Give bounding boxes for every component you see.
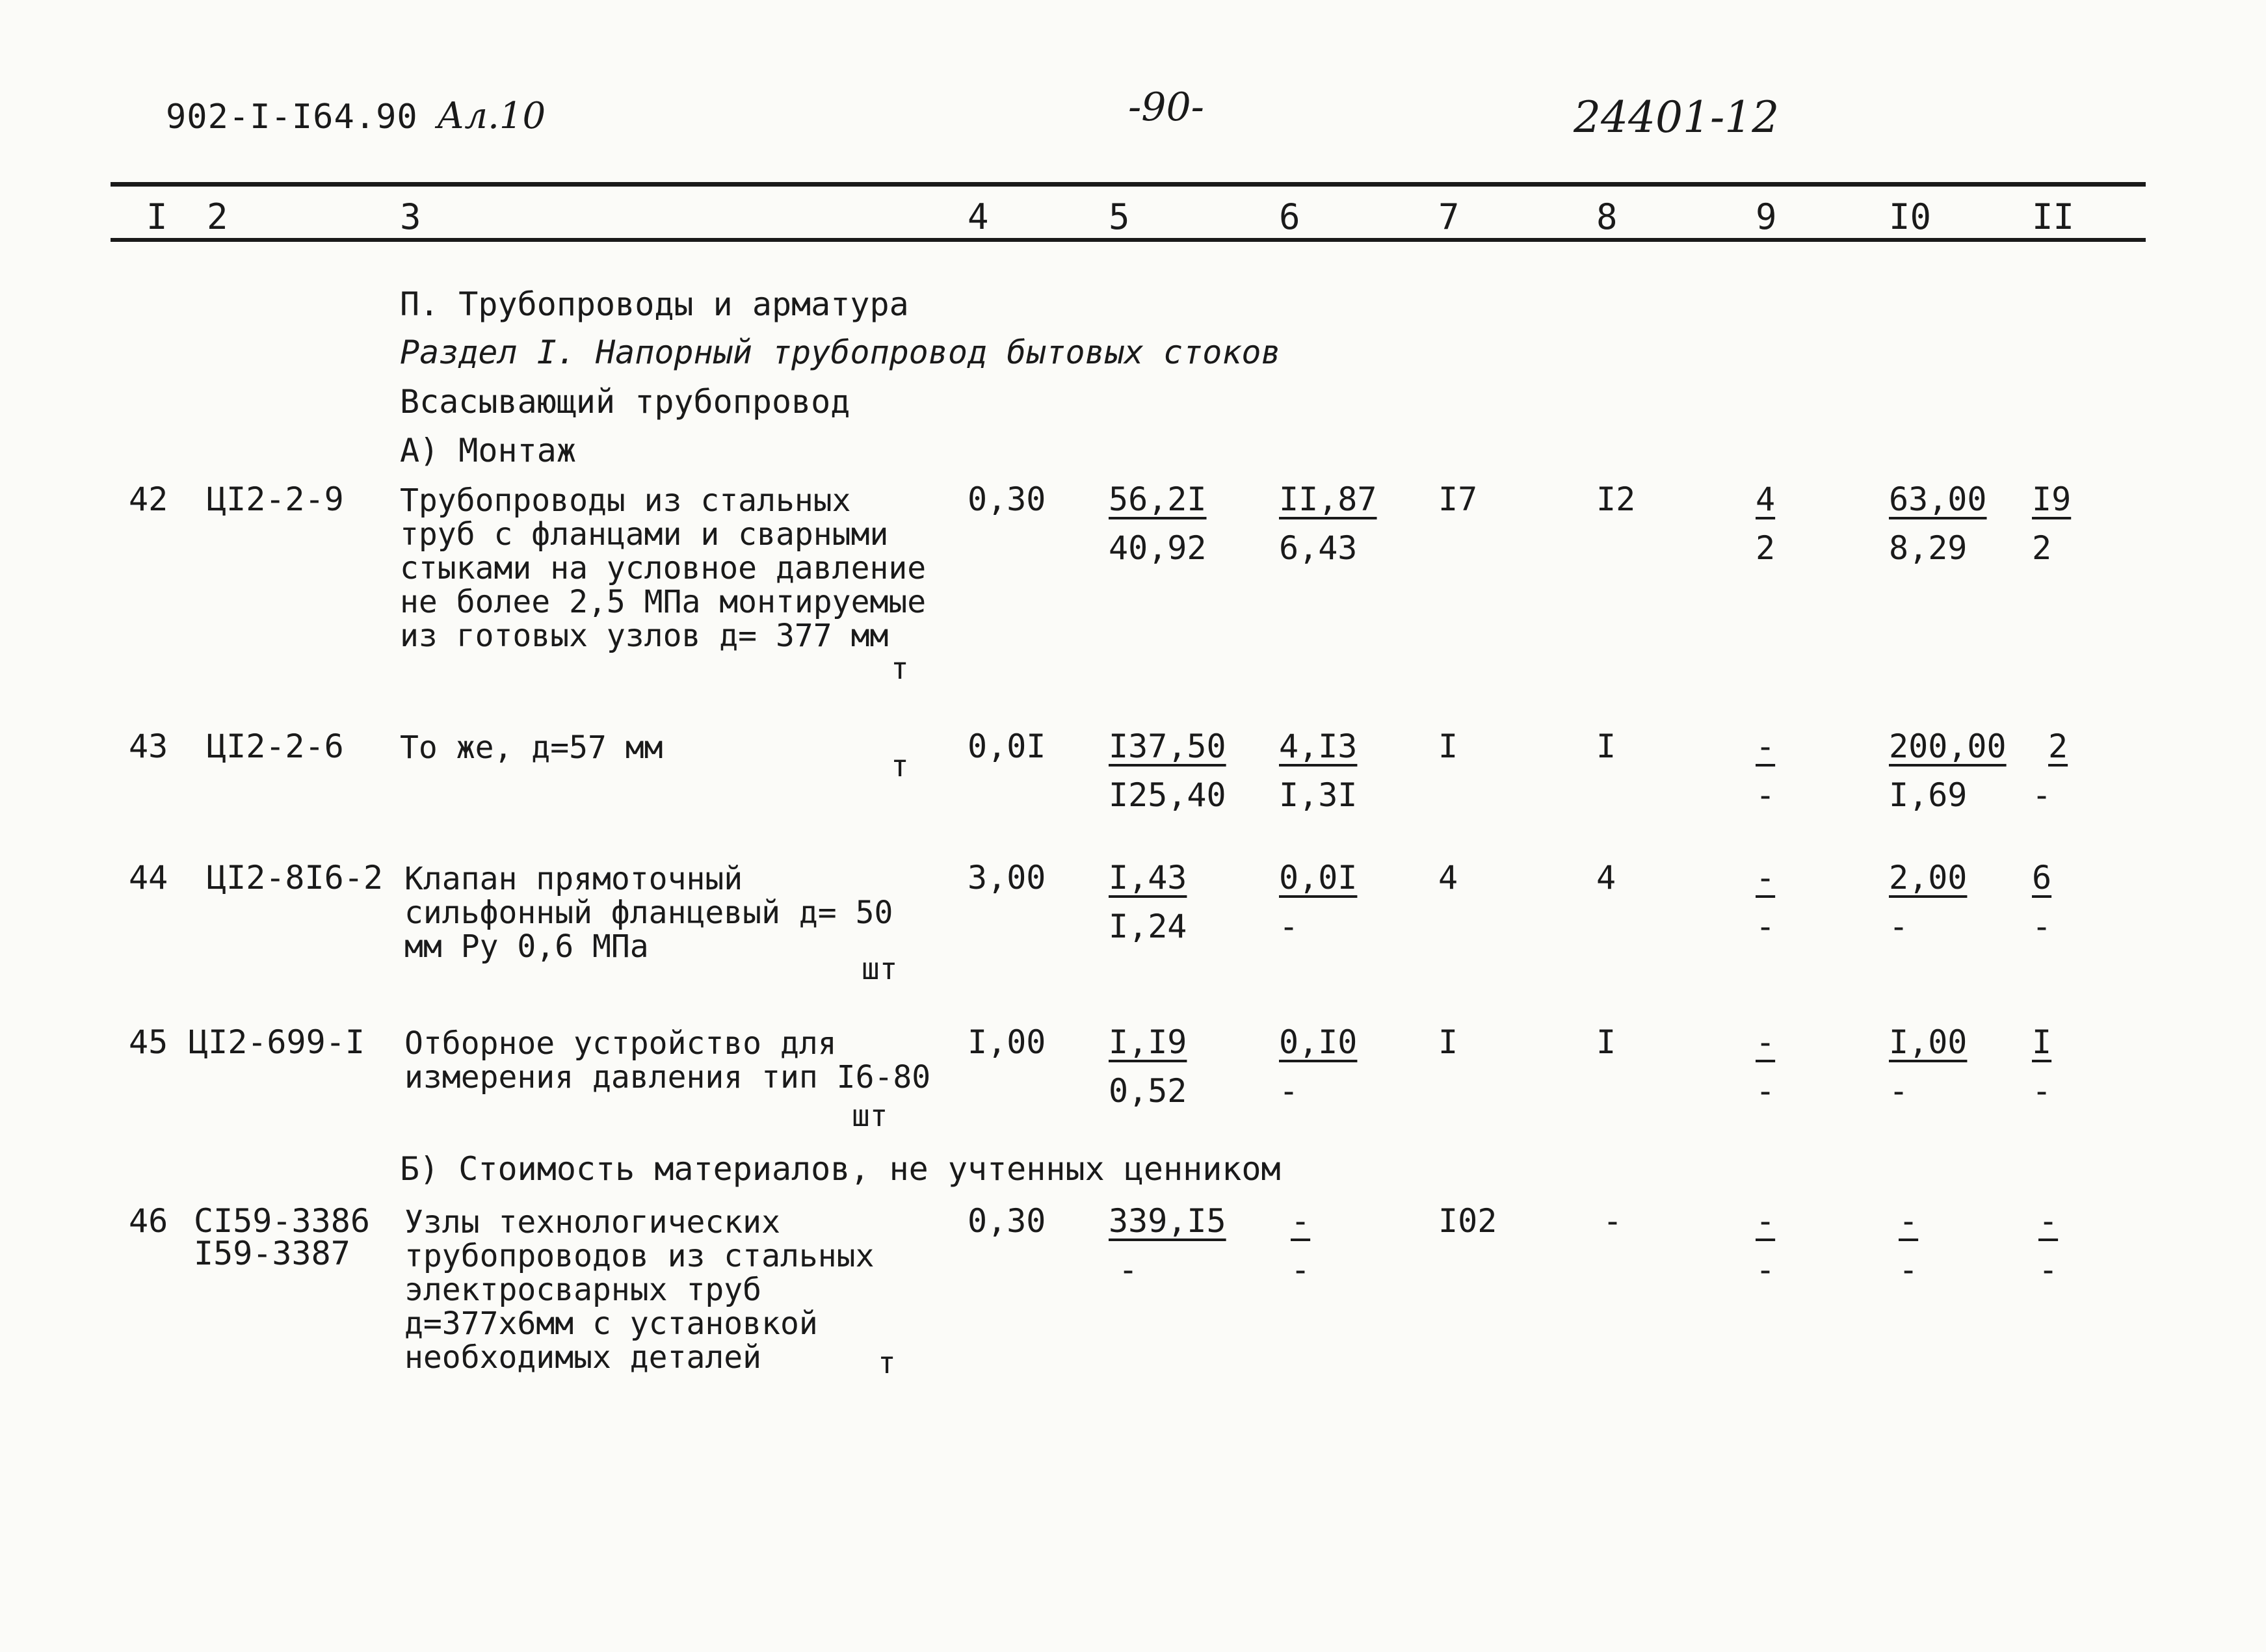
row-c9-bottom: - xyxy=(1756,908,1776,945)
row-c6-top: 4,I3 xyxy=(1279,728,1358,765)
row-c9-bottom: - xyxy=(1756,776,1776,814)
col-header-4: 4 xyxy=(968,196,989,237)
group-b-title: Б) Стоимость материалов, не учтенных ценником xyxy=(400,1150,1281,1188)
row-c7: 4 xyxy=(1438,859,1458,897)
row-c5-top: I,43 xyxy=(1109,859,1187,897)
row-c10-top: 2,00 xyxy=(1889,859,1968,897)
row-c9-top: - xyxy=(1756,859,1776,897)
row-description: То же, д=57 мм xyxy=(400,729,663,766)
row-unit: шт xyxy=(852,1098,888,1133)
row-c6-top: 0,I0 xyxy=(1279,1023,1358,1061)
row-c5-top: 56,2I xyxy=(1109,480,1207,518)
row-c5-bottom: 40,92 xyxy=(1109,529,1207,567)
row-number: 45 xyxy=(129,1023,168,1061)
row-unit: т xyxy=(891,748,909,783)
row-code-secondary: I59-3387 xyxy=(194,1235,350,1272)
row-c11-bottom: 2 xyxy=(2032,529,2052,567)
row-code: ЦI2-8I6-2 xyxy=(207,859,383,897)
col-header-3: 3 xyxy=(400,196,421,237)
row-c8: I2 xyxy=(1596,480,1636,518)
row-c5-bottom: I,24 xyxy=(1109,908,1187,945)
row-c8: - xyxy=(1603,1202,1623,1240)
row-c10-bottom: I,69 xyxy=(1889,776,1968,814)
row-c10-bottom: - xyxy=(1889,908,1909,945)
row-c10-bottom: - xyxy=(1889,1072,1909,1110)
row-c11-top: 2 xyxy=(2048,728,2068,765)
row-c9-top: - xyxy=(1756,1202,1776,1240)
row-c11-bottom: - xyxy=(2032,908,2052,945)
row-c6-top: II,87 xyxy=(1279,480,1377,518)
row-c9-bottom: - xyxy=(1756,1251,1776,1289)
row-c6-bottom: - xyxy=(1279,908,1299,945)
table-top-rule xyxy=(111,182,2146,187)
row-c5-bottom: - xyxy=(1118,1251,1139,1289)
row-c11-bottom: - xyxy=(2032,776,2052,814)
row-c6-top: - xyxy=(1291,1202,1311,1240)
row-c9-top: 4 xyxy=(1756,480,1776,518)
row-qty: 0,30 xyxy=(968,480,1046,518)
section-title: Раздел I. Напорный трубопровод бытовых стоков xyxy=(400,334,1281,371)
row-c10-top: 63,00 xyxy=(1889,480,1987,518)
row-qty: 3,00 xyxy=(968,859,1046,897)
row-c5-top: 339,I5 xyxy=(1109,1202,1226,1240)
row-code: CI59-3386 xyxy=(194,1202,370,1240)
col-header-8: 8 xyxy=(1596,196,1618,237)
row-c11-bottom: - xyxy=(2032,1072,2052,1110)
row-c6-bottom: I,3I xyxy=(1279,776,1358,814)
row-c8: I xyxy=(1596,728,1616,765)
row-c11-top: I9 xyxy=(2032,480,2072,518)
col-header-2: 2 xyxy=(207,196,228,237)
row-c7: I xyxy=(1438,728,1458,765)
row-c10-top: I,00 xyxy=(1889,1023,1968,1061)
row-number: 43 xyxy=(129,728,168,765)
row-c6-bottom: 6,43 xyxy=(1279,529,1358,567)
row-c8: 4 xyxy=(1596,859,1616,897)
row-c6-top: 0,0I xyxy=(1279,859,1358,897)
row-c5-top: I,I9 xyxy=(1109,1023,1187,1061)
row-qty: 0,0I xyxy=(968,728,1046,765)
row-c10-top: 200,00 xyxy=(1889,728,2007,765)
row-c6-bottom: - xyxy=(1291,1251,1311,1289)
row-c7: I7 xyxy=(1438,480,1478,518)
row-qty: I,00 xyxy=(968,1023,1046,1061)
row-unit: шт xyxy=(862,951,898,986)
row-c9-bottom: 2 xyxy=(1756,529,1776,567)
row-c10-bottom: 8,29 xyxy=(1889,529,1968,567)
row-code: ЦI2-699-I xyxy=(189,1023,365,1061)
row-number: 42 xyxy=(129,480,168,518)
album-number: Ал.10 xyxy=(437,95,546,137)
row-c9-top: - xyxy=(1756,728,1776,765)
row-c11-top: 6 xyxy=(2032,859,2052,897)
col-header-11: II xyxy=(2032,196,2075,237)
group-a-title: А) Монтаж xyxy=(400,432,576,469)
document-code: 902-I-I64.90 xyxy=(166,98,418,137)
row-description: Трубопроводы из стальных труб с фланцами и сварными стыками на условное давление не более 2,5 МПа монтируемые из готовых узлов д= 377 мм xyxy=(400,482,927,654)
row-c5-bottom: 0,52 xyxy=(1109,1072,1187,1110)
page-number: -90- xyxy=(1128,85,1204,130)
row-c5-top: I37,50 xyxy=(1109,728,1226,765)
row-description: Узлы технологических трубопроводов из стальных электросварных труб д=377х6мм с установкой необходимых деталей xyxy=(404,1204,875,1376)
col-header-6: 6 xyxy=(1279,196,1300,237)
row-description: Клапан прямоточный сильфонный фланцевый д= 50 мм Ру 0,6 МПа xyxy=(404,861,893,965)
col-header-7: 7 xyxy=(1438,196,1460,237)
row-code: ЦI2-2-6 xyxy=(207,728,344,765)
row-c9-top: - xyxy=(1756,1023,1776,1061)
row-c9-bottom: - xyxy=(1756,1072,1776,1110)
row-c10-bottom: - xyxy=(1899,1251,1919,1289)
row-qty: 0,30 xyxy=(968,1202,1046,1240)
row-unit: т xyxy=(878,1345,896,1380)
row-number: 46 xyxy=(129,1202,168,1240)
row-c11-top: I xyxy=(2032,1023,2052,1061)
col-header-1: I xyxy=(146,196,168,237)
col-header-9: 9 xyxy=(1756,196,1777,237)
row-description: Отборное устройство для измерения давления тип I6-80 xyxy=(404,1025,931,1095)
doc-number: 24401-12 xyxy=(1574,92,1780,142)
row-c10-top: - xyxy=(1899,1202,1919,1240)
row-unit: т xyxy=(891,651,909,686)
row-c8: I xyxy=(1596,1023,1616,1061)
row-c7: I xyxy=(1438,1023,1458,1061)
row-c11-bottom: - xyxy=(2038,1251,2059,1289)
row-c7: I02 xyxy=(1438,1202,1497,1240)
row-c11-top: - xyxy=(2038,1202,2059,1240)
col-header-5: 5 xyxy=(1109,196,1130,237)
col-header-10: I0 xyxy=(1889,196,1932,237)
subsection-title: Всасывающий трубопровод xyxy=(400,383,850,421)
row-c5-bottom: I25,40 xyxy=(1109,776,1226,814)
part-title: П. Трубопроводы и арматура xyxy=(400,285,909,323)
row-c6-bottom: - xyxy=(1279,1072,1299,1110)
row-code: ЦI2-2-9 xyxy=(207,480,344,518)
row-number: 44 xyxy=(129,859,168,897)
table-header-rule xyxy=(111,238,2146,242)
